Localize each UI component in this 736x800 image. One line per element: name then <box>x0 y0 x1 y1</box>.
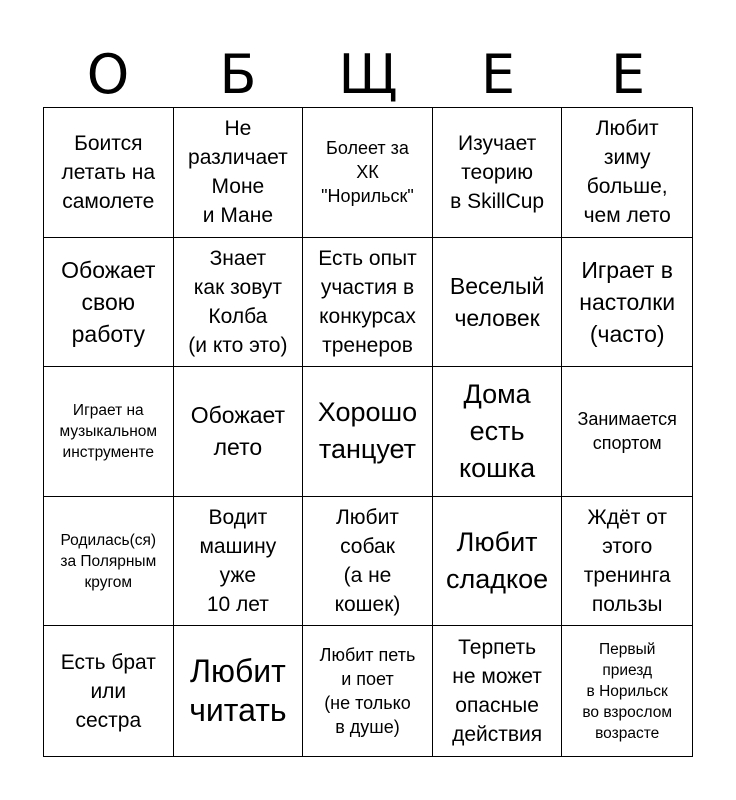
cell-text: Любит зиму больше, чем лето <box>583 117 671 228</box>
cell-text: Болеет за ХК "Норильск" <box>321 138 414 207</box>
cell-text: Изучает теорию в SkillCup <box>450 131 545 213</box>
bingo-cell[interactable] <box>174 367 304 497</box>
bingo-cell[interactable] <box>174 238 304 368</box>
bingo-cell[interactable] <box>44 497 174 627</box>
cell-text: Играет в настолки (часто) <box>579 256 676 347</box>
header-letter: Б <box>219 43 257 106</box>
cell-text: Не различает Моне и Мане <box>188 117 288 228</box>
bingo-header <box>43 42 693 108</box>
bingo-board <box>43 107 693 757</box>
cell-text: Боится летать на самолете <box>61 131 156 213</box>
cell-text: Любит собак (а не кошек) <box>334 506 401 617</box>
cell-text: Обожает лето <box>190 402 286 461</box>
bingo-cell[interactable] <box>44 626 174 756</box>
cell-text: Есть брат или сестра <box>60 650 156 732</box>
header-letter: Щ <box>338 43 398 106</box>
cell-text: Веселый человек <box>449 272 545 331</box>
bingo-cell[interactable] <box>303 497 433 627</box>
cell-text: Есть опыт участия в конкурсах тренеров <box>318 246 417 357</box>
bingo-cell[interactable] <box>433 108 563 238</box>
header-letter: Е <box>610 43 646 106</box>
bingo-cell[interactable] <box>303 367 433 497</box>
bingo-cell[interactable] <box>562 108 692 238</box>
bingo-cell[interactable] <box>562 238 692 368</box>
cell-text: Ждёт от этого тренинга пользы <box>583 506 671 617</box>
cell-text: Обожает свою работу <box>61 256 156 347</box>
cell-text: Дома есть кошка <box>458 378 536 483</box>
header-letter: О <box>86 43 130 106</box>
bingo-cell[interactable] <box>174 497 304 627</box>
cell-text: Играет на музыкальном инструменте <box>59 401 158 461</box>
cell-text: Занимается спортом <box>577 409 677 454</box>
bingo-cell[interactable] <box>433 367 563 497</box>
bingo-cell[interactable] <box>303 108 433 238</box>
cell-text: Любит сладкое <box>446 527 549 595</box>
bingo-cell[interactable] <box>303 626 433 756</box>
cell-text: Хорошо танцует <box>317 397 418 465</box>
cell-text: Терпеть не может опасные действия <box>452 636 543 747</box>
bingo-cell[interactable] <box>562 497 692 627</box>
bingo-cell[interactable] <box>174 108 304 238</box>
bingo-cell[interactable] <box>562 367 692 497</box>
bingo-cell[interactable] <box>44 108 174 238</box>
cell-text: Родилась(ся) за Полярным кругом <box>60 531 157 591</box>
bingo-cell[interactable] <box>433 497 563 627</box>
cell-text: Первый приезд в Норильск во взрослом возрасте <box>582 640 673 742</box>
bingo-cell[interactable] <box>303 238 433 368</box>
bingo-cell[interactable] <box>174 626 304 756</box>
cell-text: Любит петь и поет (не только в душе) <box>319 645 416 738</box>
bingo-cell[interactable] <box>433 238 563 368</box>
bingo-cell[interactable] <box>44 367 174 497</box>
bingo-cell[interactable] <box>44 238 174 368</box>
cell-text: Знает как зовут Колба (и кто это) <box>188 246 288 357</box>
cell-text: Водит машину уже 10 лет <box>199 506 277 617</box>
cell-text: Любит читать <box>189 653 287 729</box>
bingo-cell[interactable] <box>562 626 692 756</box>
header-letter: Е <box>480 43 516 106</box>
bingo-cell[interactable] <box>433 626 563 756</box>
